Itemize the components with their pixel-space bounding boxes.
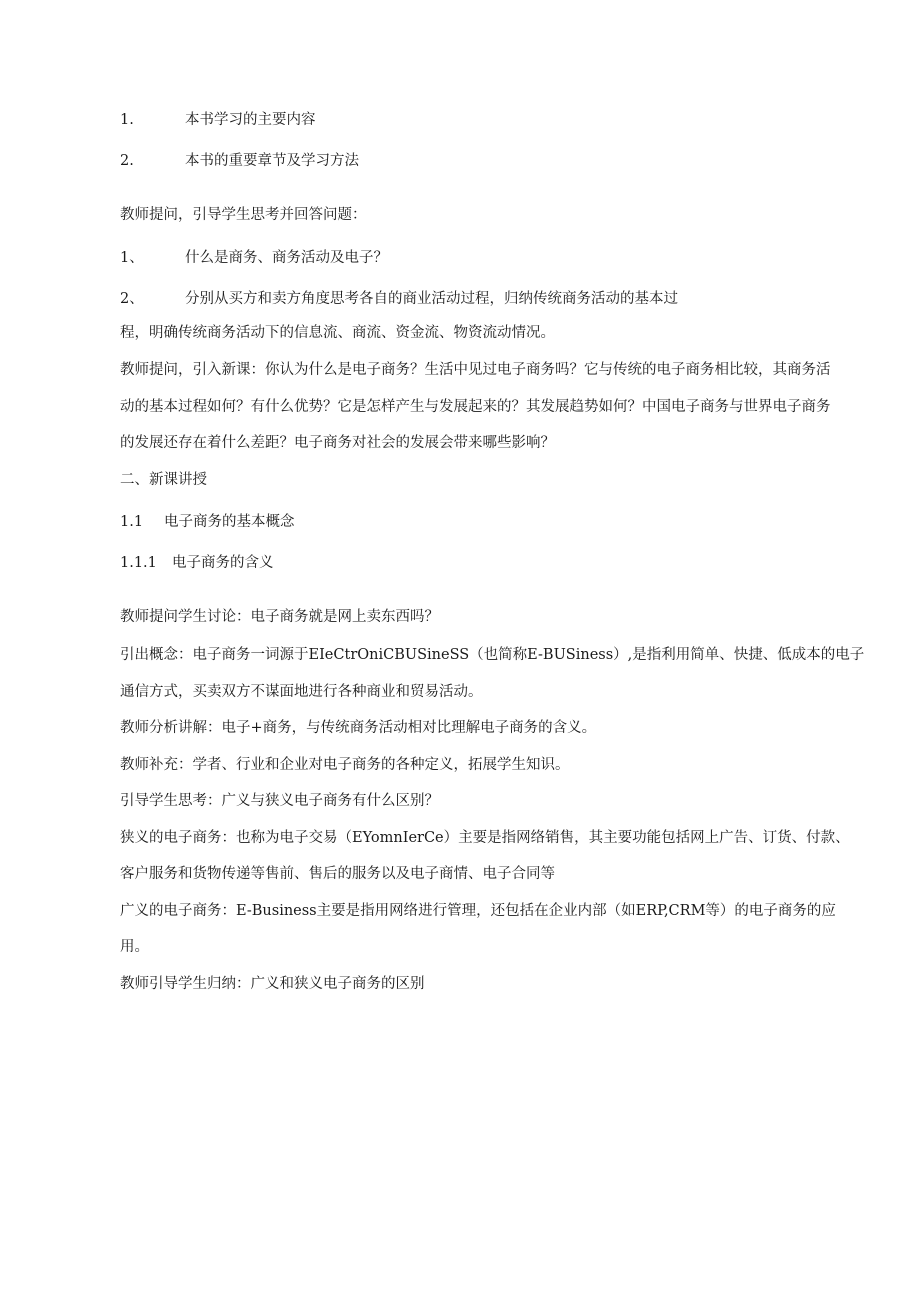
heading-1-1-1 [120, 553, 274, 573]
list-text: 本书的重要章节及学习方法 [185, 153, 359, 169]
paragraph-line: 教师补充：学者、行业和企业对电子商务的各种定义，拓展学生知识。 [120, 757, 570, 773]
paragraph-line: 教师分析讲解：电子+商务，与传统商务活动相对比理解电子商务的含义。 [120, 720, 597, 736]
paragraph-line: 用。 [120, 939, 149, 955]
heading-number: 1.1.1 [120, 555, 157, 571]
paragraph-line: 狭义的电子商务：也称为电子交易（EYomnIerCe）主要是指网络销售，其主要功能包括网上广告、订货、付款、 [120, 830, 850, 846]
paragraph-line: 教师提问，引入新课：你认为什么是电子商务？生活中见过电子商务吗？它与传统的电子商务相比较，其商务活 [120, 362, 831, 378]
heading-1-1 [120, 512, 295, 532]
heading-text: 电子商务的含义 [172, 555, 274, 571]
list-item [120, 248, 388, 268]
section-heading: 二、新课讲授 [120, 472, 207, 488]
paragraph-line: 客户服务和货物传递等售前、售后的服务以及电子商情、电子合同等 [120, 866, 555, 882]
heading-text: 电子商务的基本概念 [164, 514, 295, 530]
list-number: 2. [120, 153, 134, 169]
list-text: 本书学习的主要内容 [185, 112, 316, 128]
paragraph-line: 动的基本过程如何？有什么优势？它是怎样产生与发展起来的？其发展趋势如何？中国电子商务与世界电子商务 [120, 399, 831, 415]
list-item [120, 110, 316, 130]
heading-number: 1.1 [120, 514, 144, 530]
list-text: 分别从买方和卖方角度思考各自的商业活动过程，归纳传统商务活动的基本过 [185, 291, 678, 307]
list-number: 2、 [120, 291, 144, 307]
list-continuation: 程，明确传统商务活动下的信息流、商流、资金流、物资流动情况。 [120, 325, 555, 341]
question-intro: 教师提问，引导学生思考并回答问题： [120, 207, 367, 223]
list-item [120, 151, 359, 171]
paragraph-line: 引导学生思考：广义与狭义电子商务有什么区别？ [120, 793, 439, 809]
paragraph-line: 通信方式，买卖双方不谋面地进行各种商业和贸易活动。 [120, 684, 483, 700]
list-number: 1. [120, 112, 134, 128]
list-number: 1、 [120, 250, 144, 266]
list-item [120, 289, 678, 309]
paragraph-line: 教师提问学生讨论：电子商务就是网上卖东西吗？ [120, 609, 439, 625]
paragraph-line: 的发展还存在着什么差距？电子商务对社会的发展会带来哪些影响？ [120, 435, 555, 451]
paragraph-line: 教师引导学生归纳：广义和狭义电子商务的区别 [120, 976, 425, 992]
list-text: 什么是商务、商务活动及电子？ [185, 250, 388, 266]
paragraph-line: 引出概念：电子商务一词源于EIeCtrOniCBUSineSS（也简称E-BUSiness）,是指利用简单、快捷、低成本的电子 [120, 647, 865, 663]
paragraph-line: 广义的电子商务：E-Business主要是指用网络进行管理，还包括在企业内部（如ERP,CRM等）的电子商务的应 [120, 903, 836, 919]
